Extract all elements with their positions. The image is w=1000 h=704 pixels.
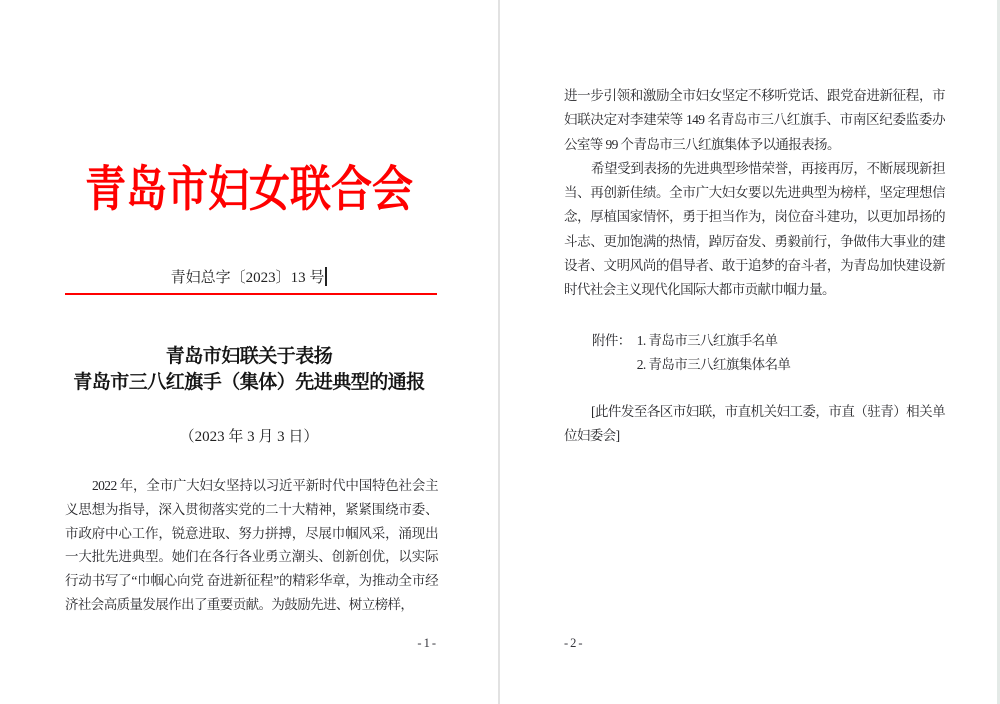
page-1[interactable] (0, 0, 498, 704)
doc-number-line (0, 267, 498, 289)
notice-title-line2: 青岛市三八红旗手（集体）先进典型的通报 (73, 372, 425, 393)
notice-date: （2023 年 3 月 3 日） (179, 429, 319, 445)
body-paragraph-1: 2022 年，全市广大妇女坚持以习近平新时代中国特色社会主义思想为指导，深入贯彻落实党的二十大精神，紧紧围绕市委、市政府中心工作，锐意进取、努力拼搏，尽展巾帼风采，涌现出一大批先进典型。她们在各行各业勇立潮头、创新创优，以实际行动书写了“巾帼心向党 奋进新征程”的精彩华章，为推动全市经济社会高质量发展作出了重要贡献。为鼓励先进、树立榜样， (65, 478, 438, 612)
attachment-block (592, 329, 945, 378)
page-number-2: -2- (564, 636, 585, 650)
doc-number-text: 青妇总字〔2023〕13 号 (170, 270, 325, 286)
page-number-1: -1- (417, 636, 438, 650)
notice-title-line1: 青岛市妇联关于表扬 (165, 346, 333, 367)
attachment-item-2: 2. 青岛市三八红旗集体名单 (636, 357, 791, 373)
page-2[interactable] (500, 0, 1000, 704)
attachment-item-1: 1. 青岛市三八红旗手名单 (636, 333, 778, 348)
page-1-body[interactable] (65, 474, 438, 617)
red-separator-rule (65, 293, 437, 295)
notice-title (0, 344, 498, 396)
distribution-note: [此件发至各区市妇联，市直机关妇工委，市直（驻青）相关单位妇委会] (564, 404, 945, 443)
attachment-list (637, 329, 945, 378)
body-paragraph-2: 希望受到表扬的先进典型珍惜荣誉，再接再厉，不断展现新担当、再创新佳绩。全市广大妇女要以先进典型为榜样，坚定理想信念，厚植国家情怀，勇于担当作为，岗位奋斗建功，以更加昂扬的斗志、更加饱满的热情，踔厉奋发、勇毅前行，争做伟大事业的建设者、文明风尚的倡导者、敢于追梦的奋斗者，为青岛加快建设新时代社会主义现代化国际大都市贡献巾帼力量。 (564, 160, 945, 298)
distribution-block (564, 400, 945, 447)
text-cursor-caret (325, 267, 327, 286)
attachment-label: 附件： (592, 333, 631, 348)
page-2-body[interactable] (564, 84, 945, 303)
masthead-title: 青岛市妇女联合会 (85, 161, 413, 217)
body-paragraph-continuation: 进一步引领和激励全市妇女坚定不移听党话、跟党奋进新征程，市妇联决定对李建荣等 149 名青岛市三八红旗手、市南区纪委监委办公室等 99 个青岛市三八红旗集体予以通报表扬。 (564, 88, 945, 152)
